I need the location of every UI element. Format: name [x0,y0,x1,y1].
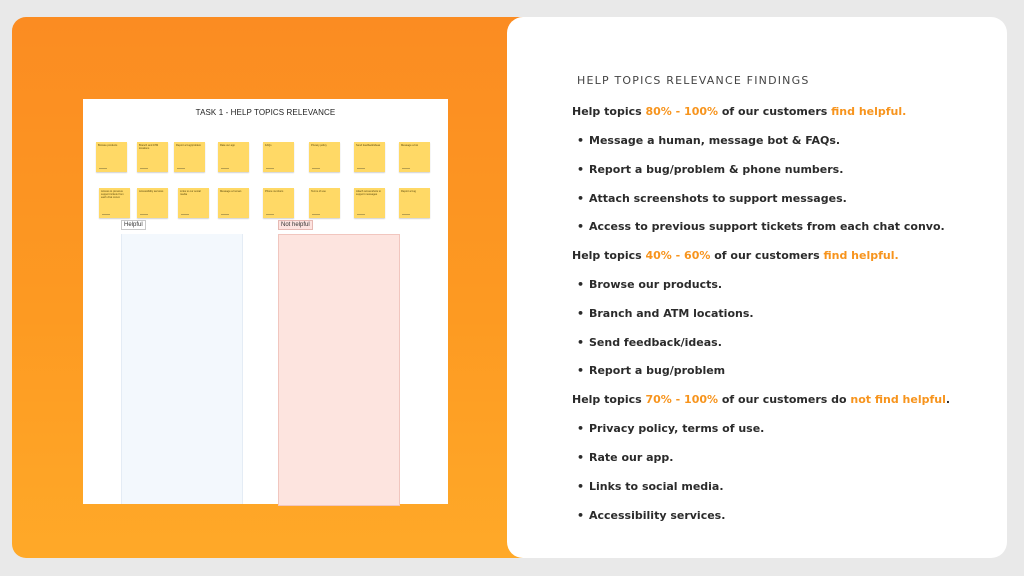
finding-item: • Browse our products. [577,278,723,291]
finding-item: • Accessibility services. [577,509,726,522]
sticky-note-text: Links to our social media [180,190,201,196]
findings-title: HELP TOPICS RELEVANCE FINDINGS [577,74,810,87]
finding-item: • Access to previous support tickets from each chat convo. [577,220,945,233]
not-helpful-column-label: Not helpful [278,220,313,230]
finding-heading-1: Help topics 80% - 100% of our customers find helpful. [572,105,907,118]
sticky-note-text: Accessibility services [139,190,164,193]
finding-item: • Privacy policy, terms of use. [577,422,765,435]
finding-heading-2: Help topics 40% - 60% of our customers find helpful. [572,249,899,262]
finding-item: • Branch and ATM locations. [577,307,754,320]
finding-item: • Links to social media. [577,480,724,493]
sticky-note-text: Browse products [98,144,118,147]
sticky-note-text: Terms of use [311,190,326,193]
sticky-note-text: Rate our app [220,144,235,147]
sticky-note-text: Branch and ATM locations [139,144,159,150]
sticky-note-text: Send feedback/ideas [356,144,381,147]
sticky-note-text: Message a human [220,190,242,193]
finding-item: • Rate our app. [577,451,674,464]
sticky-note-text: Message a bot [401,144,419,147]
sticky-note-text: Privacy policy [311,144,327,147]
sticky-note-text: Access to previous support tickets from each chat convo [101,190,124,199]
finding-item: • Attach screenshots to support messages. [577,192,847,205]
finding-item: • Report a bug/problem [577,364,726,377]
sticky-note-text: Phone numbers [265,190,284,193]
board-title: TASK 1 - HELP TOPICS RELEVANCE [195,108,336,117]
finding-item: • Send feedback/ideas. [577,336,722,349]
finding-heading-3: Help topics 70% - 100% of our customers do not find helpful. [572,393,951,406]
finding-item: • Message a human, message bot & FAQs. [577,134,841,147]
sticky-note-text: FAQs [265,144,272,147]
sticky-note-text: Attach screenshots to support messages [356,190,381,196]
helpful-column-label: Helpful [121,220,146,230]
sticky-note-text: Report a bug [401,190,416,193]
sticky-note-text: Report a bug/problem [176,144,202,147]
finding-item: • Report a bug/problem & phone numbers. [577,163,844,176]
